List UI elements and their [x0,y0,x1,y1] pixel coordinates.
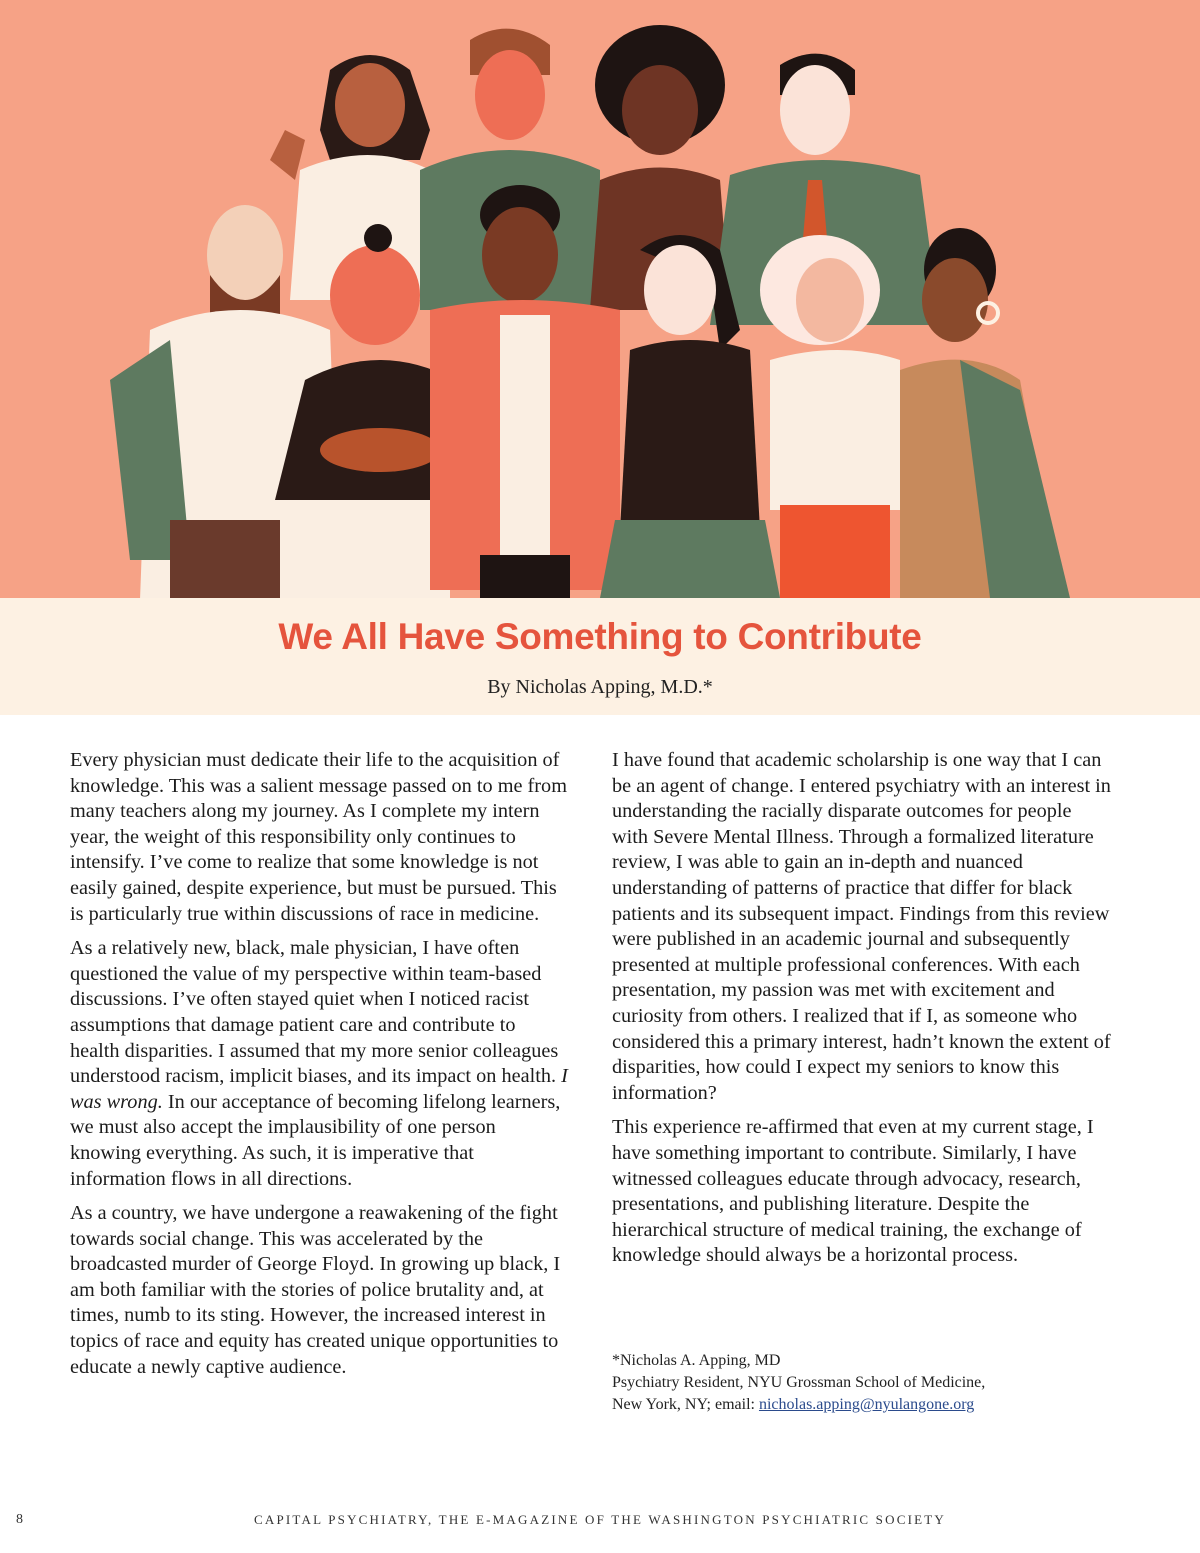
emphasis-text: I was wrong. [70,1065,568,1113]
paragraph-text: In our acceptance of becoming lifelong learners, we must also accept the implausibility of one person knowing everything. As such, it is imperative that information flows in all directions. [70,1090,561,1190]
paragraph-text: As a relatively new, black, male physician, I have often questioned the value of my perspective within team-based discussions. I’ve often stayed quiet when I noticed racist assumptions that damage patient care and contribute to health disparities. I assumed that my more senior colleagues understood racism, implicit biases, and its impact on health. [70,937,562,1088]
right-column [612,748,1112,1278]
article-title: We All Have Something to Contribute [278,616,922,657]
paragraph [70,936,570,1192]
paragraph: This experience re-affirmed that even at my current stage, I have something important to contribute. Similarly, I have witnessed colleagues educate through advocacy, research, presentations, and publishing literature. Despite the hierarchical structure of medical training, the exchange of knowledge should always be a horizontal process. [612,1116,1094,1267]
footnote-location: New York, NY; email: [612,1396,759,1413]
footnote-author: *Nicholas A. Apping, MD [612,1352,781,1369]
publication-footer: CAPITAL PSYCHIATRY, THE E-MAGAZINE OF THE WASHINGTON PSYCHIATRIC SOCIETY [254,1512,946,1527]
hero-illustration [0,0,1200,598]
group-of-diverse-people-illustration-icon [0,0,1200,598]
title-band [0,598,1200,715]
article-byline: By Nicholas Apping, M.D.* [487,676,713,698]
paragraph: As a country, we have undergone a reawakening of the fight towards social change. This was accelerated by the broadcasted murder of George Floyd. In growing up black, I am both familiar with the stories of police brutality and, at times, numb to its sting. However, the increased interest in topics of race and equity has created unique opportunities to educate a newly captive audience. [70,1202,561,1378]
email-link[interactable]: nicholas.apping@nyulangone.org [758,1396,975,1413]
footnote-affiliation: Psychiatry Resident, NYU Grossman School of Medicine, [612,1374,986,1391]
person-front-5 [760,235,900,598]
author-footnote [612,1350,1132,1416]
footnote-contact [612,1394,1132,1416]
page-number: 8 [16,1512,23,1527]
paragraph: Every physician must dedicate their life to the acquisition of knowledge. This was a salient message passed on to me from many teachers along my journey. As I complete my intern year, the weight of this responsibility only continues to intensify. I’ve come to realize that some knowledge is not easily gained, despite experience, but must be pursued. This is particularly true within discussions of race in medicine. [70,749,567,925]
left-column [70,748,570,1389]
paragraph: I have found that academic scholarship is one way that I can be an agent of change. I entered psychiatry with an interest in understanding the racially disparate outcomes for people with Severe Mental Illness. Through a formalized literature review, I was able to gain an in-depth and nuanced understanding of patterns of practice that differ for black patients and its subsequent impact. Findings from this review were published in an academic journal and subsequently presented at multiple professional conferences. With each presentation, my passion was met with excitement and curiosity from others. I realized that if I, as someone who considered this a primary interest, hadn’t known the extent of disparities, how could I expect my seniors to know this information? [612,749,1111,1104]
